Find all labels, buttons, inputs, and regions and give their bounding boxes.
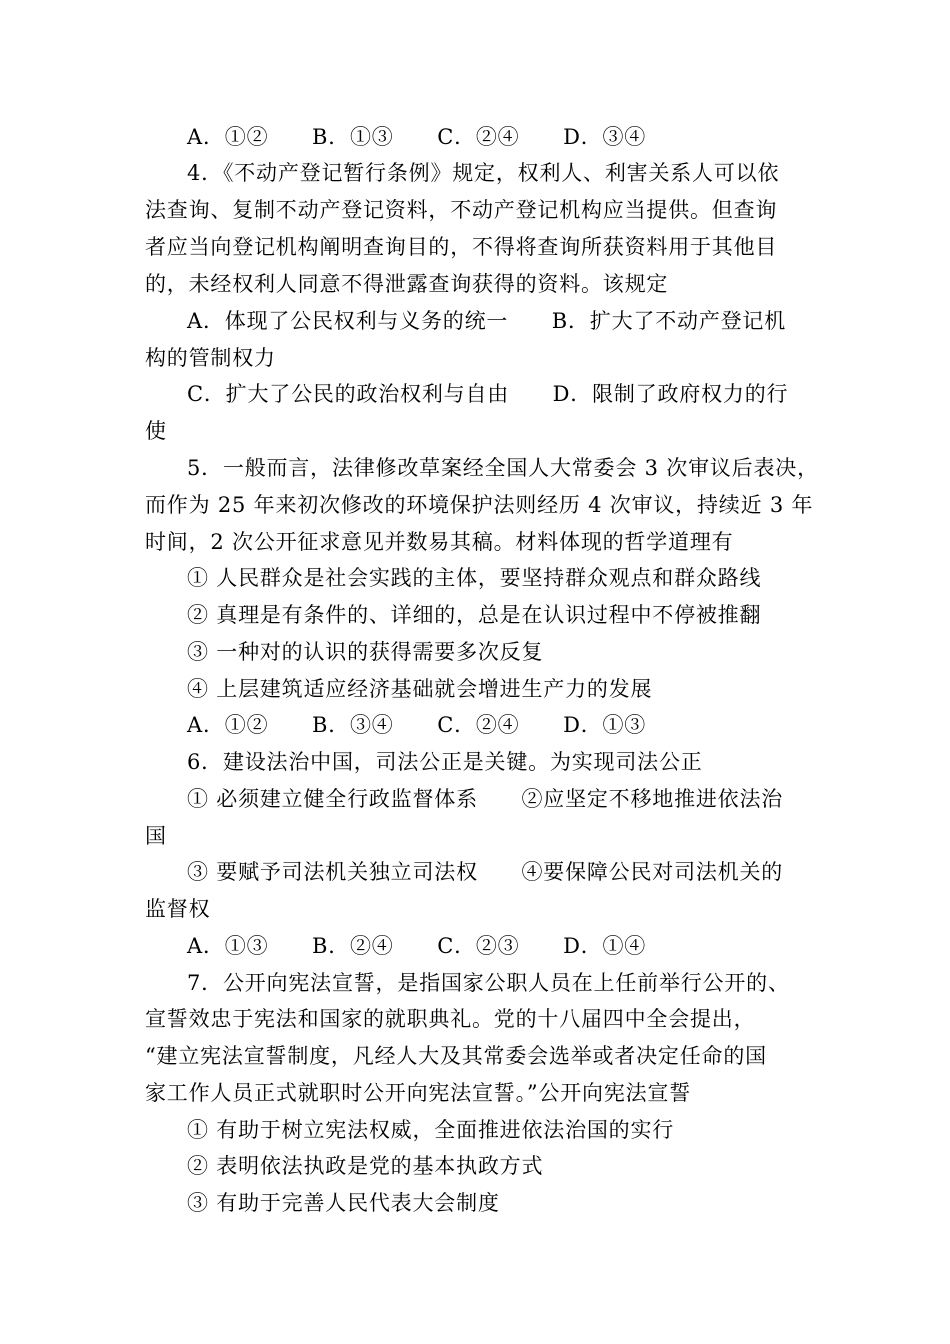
q4-options-cd-wrap: 使 — [145, 419, 167, 443]
q4-stem-line-3: 者应当向登记机构阐明查询目的，不得将查询所获资料用于其他目 — [145, 235, 778, 259]
q5-stem-line-3: 时间，2 次公开征求意见并数易其稿。材料体现的哲学道理有 — [145, 530, 734, 554]
q4-options-ab-wrap: 构的管制权力 — [145, 346, 276, 370]
q5-statement-1: ① 人民群众是社会实践的主体，要坚持群众观点和群众路线 — [187, 566, 762, 590]
q5-statement-3: ③ 一种对的认识的获得需要多次反复 — [187, 640, 544, 664]
q7-stem-line-2: 宣誓效忠于宪法和国家的就职典礼。党的十八届四中全会提出， — [145, 1007, 756, 1031]
q4-stem-line-4: 的，未经权利人同意不得泄露查询获得的资料。该规定 — [145, 272, 669, 296]
q6-statements-12: ① 必须建立健全行政监督体系 ②应坚定不移地推进依法治 — [187, 787, 784, 811]
q4-stem-line-2: 法查询、复制不动产登记资料，不动产登记机构应当提供。但查询 — [145, 198, 778, 222]
q7-statement-2: ② 表明依法执政是党的基本执政方式 — [187, 1154, 544, 1178]
q7-stem-line-3: “建立宪法宣誓制度，凡经人大及其常委会选举或者决定任命的国 — [145, 1044, 767, 1068]
q6-statements-34-wrap: 监督权 — [145, 897, 211, 921]
q5-stem-line-1: 5．一般而言，法律修改草案经全国人大常委会 3 次审议后表决， — [187, 456, 819, 480]
q7-stem-line-4: 家工作人员正式就职时公开向宪法宣誓。”公开向宪法宣誓 — [145, 1081, 692, 1105]
q4-options-cd: C．扩大了公民的政治权利与自由 D．限制了政府权力的行 — [187, 382, 789, 406]
q4-options-ab: A．体现了公民权利与义务的统一 B．扩大了不动产登记机 — [187, 309, 786, 333]
q6-statements-12-wrap: 国 — [145, 824, 167, 848]
q5-statement-4: ④ 上层建筑适应经济基础就会增进生产力的发展 — [187, 677, 653, 701]
q5-stem-line-2: 而作为 25 年来初次修改的环境保护法则经历 4 次审议，持续近 3 年 — [145, 493, 814, 517]
q5-options: A．①② B．③④ C．②④ D．①③ — [187, 713, 647, 737]
q4-stem-line-1: 4．《不动产登记暂行条例》规定，权利人、利害关系人可以依 — [187, 161, 780, 185]
q7-statement-1: ① 有助于树立宪法权威，全面推进依法治国的实行 — [187, 1118, 675, 1142]
q3-options: A．①② B．①③ C．②④ D．③④ — [187, 125, 647, 149]
q6-options: A．①③ B．②④ C．②③ D．①④ — [187, 934, 647, 958]
q7-stem-line-1: 7．公开向宪法宣誓，是指国家公职人员在上任前举行公开的、 — [187, 971, 790, 995]
q7-statement-3: ③ 有助于完善人民代表大会制度 — [187, 1191, 500, 1215]
q5-statement-2: ② 真理是有条件的、详细的，总是在认识过程中不停被推翻 — [187, 603, 762, 627]
q6-stem: 6．建设法治中国，司法公正是关键。为实现司法公正 — [187, 750, 703, 774]
q6-statements-34: ③ 要赋予司法机关独立司法权 ④要保障公民对司法机关的 — [187, 860, 784, 884]
